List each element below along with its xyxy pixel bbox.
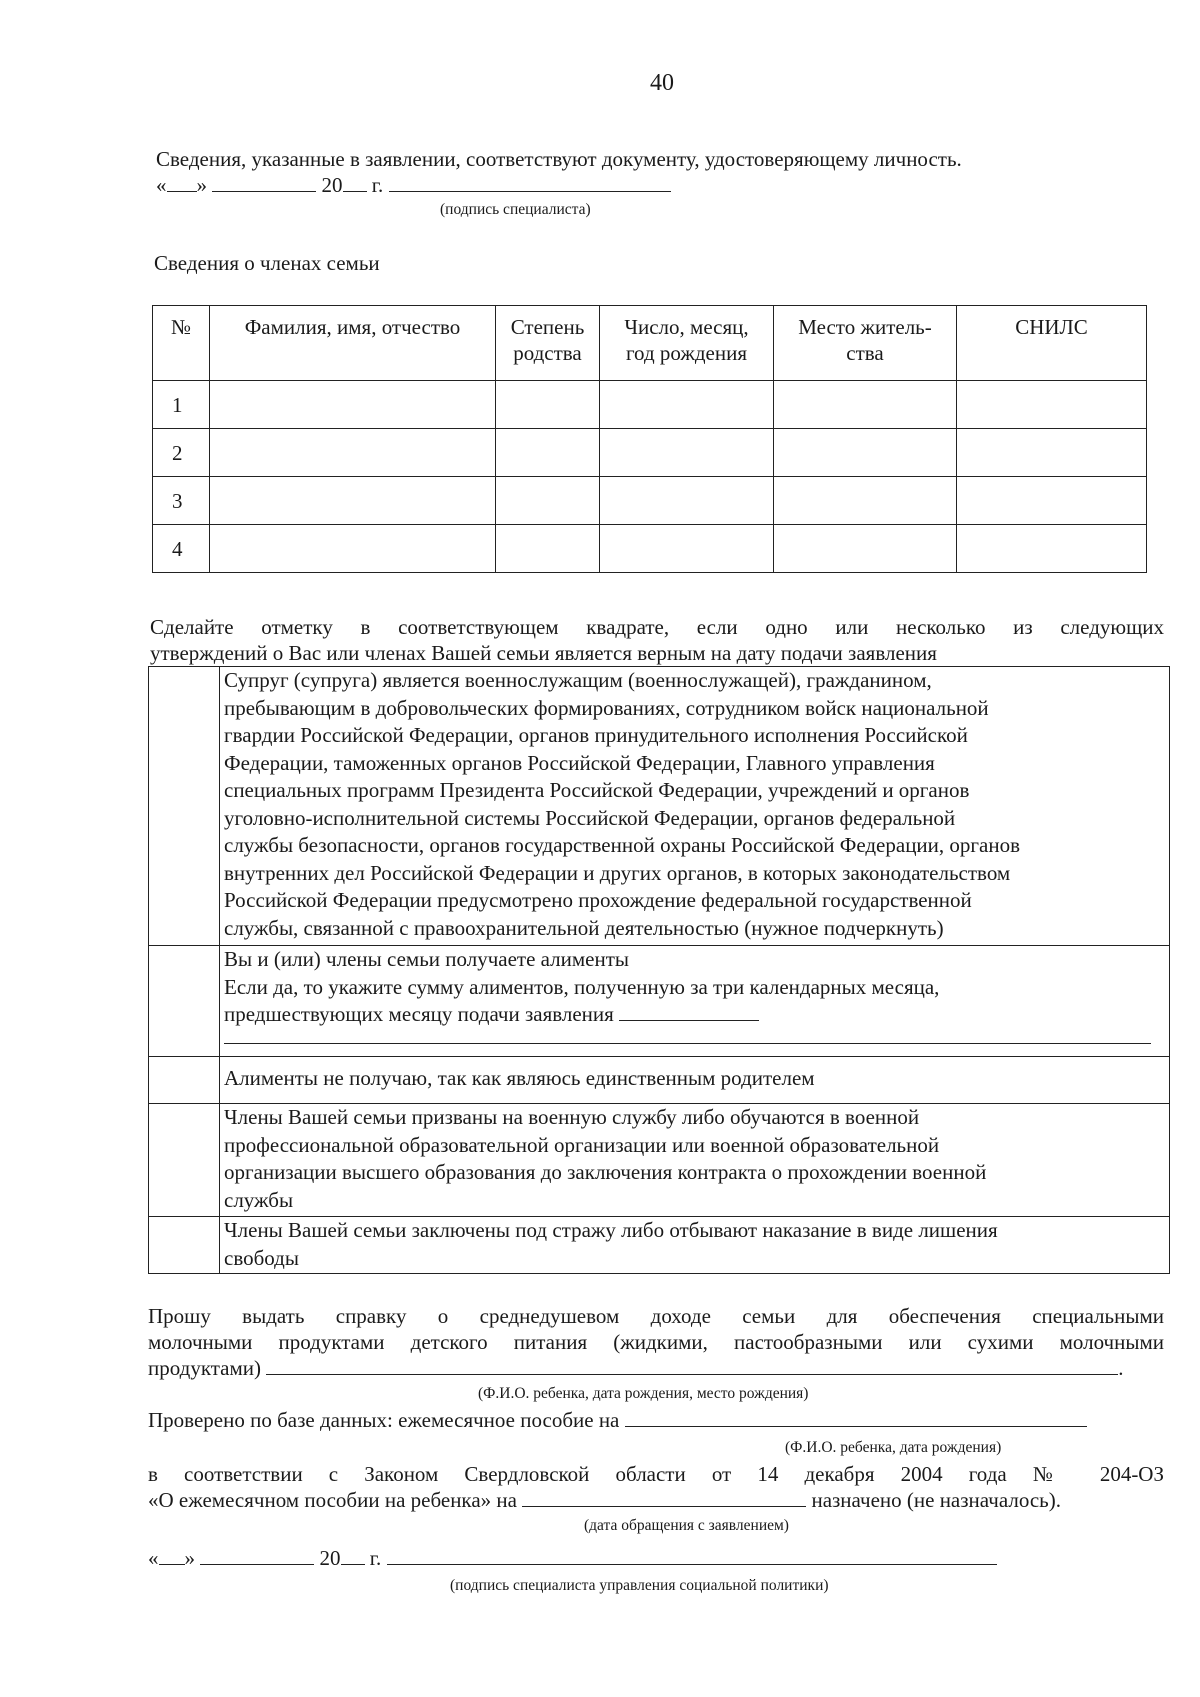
law-suffix: назначено (не назначалось). <box>811 1488 1061 1512</box>
table-row <box>153 381 1147 429</box>
year-prefix: 20 <box>319 1546 341 1570</box>
day-blank[interactable] <box>159 1546 185 1565</box>
statement-line: гвардии Российской Федерации, органов принудительного исполнения Российской <box>224 723 968 747</box>
row-number: 2 <box>153 429 210 477</box>
residence-cell[interactable] <box>774 381 957 429</box>
request-line3-end: . <box>1118 1356 1124 1380</box>
date-open-quote: « <box>148 1546 159 1570</box>
statement-text <box>220 667 1170 946</box>
birthdate-cell[interactable] <box>600 477 774 525</box>
statement-line: специальных программ Президента Российской Федерации, учреждений и органов <box>224 778 970 802</box>
statement-text <box>220 1217 1170 1274</box>
statement-row-spouse <box>149 667 1170 946</box>
col-name-header: Фамилия, имя, отчество <box>210 306 496 381</box>
social-policy-signature-blank[interactable] <box>387 1546 997 1565</box>
statement-line: Члены Вашей семьи заключены под стражу либо отбывают наказание в виде лишения <box>224 1218 998 1242</box>
statement-checkbox[interactable] <box>149 667 220 946</box>
day-blank <box>167 173 197 192</box>
col-birthdate-header <box>600 306 774 381</box>
relation-cell[interactable] <box>496 477 600 525</box>
statement-line: службы безопасности, органов государственной охраны Российской Федерации, органов <box>224 833 1020 857</box>
residence-header-line1: Место житель- <box>798 315 932 339</box>
family-table-header <box>153 306 1147 381</box>
statement-line: Если да, то укажите сумму алиментов, полученную за три календарных месяца, <box>224 974 940 999</box>
request-line2: молочными продуктами детского питания (жидкими, пастообразными или сухими молочными <box>148 1330 1164 1354</box>
relation-cell[interactable] <box>496 429 600 477</box>
date-close-quote: » <box>196 173 207 197</box>
statement-row-single-parent <box>149 1057 1170 1104</box>
page-number: 40 <box>650 70 674 96</box>
name-cell[interactable] <box>210 525 496 573</box>
statement-text <box>220 1104 1170 1217</box>
residence-header-line2: ства <box>846 341 884 365</box>
alimony-prompt: предшествующих месяцу подачи заявления <box>224 1002 614 1026</box>
family-section-title: Сведения о членах семьи <box>154 251 380 275</box>
statement-line: пребывающим в добровольческих формированиях, сотрудником войск национальной <box>224 695 989 720</box>
snils-cell[interactable] <box>957 477 1147 525</box>
verification-date-line <box>156 172 671 198</box>
relation-header-line1: Степень <box>510 315 585 339</box>
statement-line: службы, связанной с правоохранительной деятельностью (нужное подчеркнуть) <box>224 915 944 940</box>
relation-header-line2: родства <box>513 341 582 365</box>
statement-line: Российской Федерации предусмотрено прохождение федеральной государственной <box>224 888 972 912</box>
name-cell[interactable] <box>210 429 496 477</box>
statement-checkbox[interactable] <box>149 1217 220 1274</box>
birthdate-header-line2: год рождения <box>625 341 748 365</box>
final-signature-line <box>148 1545 997 1571</box>
statement-line: профессиональной образовательной организации или военной образовательной <box>224 1132 940 1157</box>
final-signature-caption: (подпись специалиста управления социальной политики) <box>450 1577 829 1594</box>
application-date-blank[interactable] <box>522 1488 806 1507</box>
statement-line <box>224 1001 1165 1029</box>
name-cell[interactable] <box>210 381 496 429</box>
child-info-caption: (Ф.И.О. ребенка, дата рождения, место рождения) <box>478 1385 809 1402</box>
col-number-header: № <box>153 306 210 381</box>
specialist-signature-blank <box>389 173 671 192</box>
checked-child-blank[interactable] <box>625 1408 1087 1427</box>
row-number: 4 <box>153 525 210 573</box>
residence-cell[interactable] <box>774 429 957 477</box>
statements-table <box>148 666 1170 1274</box>
checked-prefix: Проверено по базе данных: ежемесячное пособие на <box>148 1408 620 1432</box>
birthdate-cell[interactable] <box>600 525 774 573</box>
snils-cell[interactable] <box>957 429 1147 477</box>
row-number: 1 <box>153 381 210 429</box>
statement-line: Федерации, таможенных органов Российской Федерации, Главного управления <box>224 750 935 775</box>
name-cell[interactable] <box>210 477 496 525</box>
relation-cell[interactable] <box>496 381 600 429</box>
alimony-amount-blank[interactable] <box>619 1002 759 1021</box>
col-residence-header <box>774 306 957 381</box>
table-row <box>153 477 1147 525</box>
verification-statement: Сведения, указанные в заявлении, соответствуют документу, удостоверяющему личность. <box>156 147 962 171</box>
statements-intro-line2: утверждений о Вас или членах Вашей семьи является верным на дату подачи заявления <box>150 641 937 665</box>
law-date-line <box>148 1487 1061 1513</box>
statement-line: Члены Вашей семьи призваны на военную службу либо обучаются в военной <box>224 1105 920 1129</box>
year-suffix: г. <box>369 1546 382 1570</box>
month-blank[interactable] <box>200 1546 314 1565</box>
family-members-table <box>152 305 1147 573</box>
law-prefix: «О ежемесячном пособии на ребенка» на <box>148 1488 517 1512</box>
row-number: 3 <box>153 477 210 525</box>
col-relation-header <box>496 306 600 381</box>
statement-checkbox[interactable] <box>149 1057 220 1104</box>
statement-line: организации высшего образования до заключения контракта о прохождении военной <box>224 1160 987 1184</box>
statement-text <box>220 946 1170 1057</box>
birthdate-cell[interactable] <box>600 381 774 429</box>
law-line: в соответствии с Законом Свердловской области от 14 декабря 2004 года № 204-ОЗ <box>148 1462 1164 1486</box>
table-row <box>153 429 1147 477</box>
statement-row-military-service <box>149 1104 1170 1217</box>
child-info-blank[interactable] <box>266 1356 1118 1375</box>
request-line3 <box>148 1355 1124 1381</box>
table-row <box>153 525 1147 573</box>
checked-line <box>148 1407 1087 1433</box>
statement-line: Вы и (или) члены семьи получаете алименты <box>224 947 630 971</box>
col-snils-header: СНИЛС <box>957 306 1147 381</box>
year-suffix: г. <box>371 173 384 197</box>
request-line1: Прошу выдать справку о среднедушевом доходе семьи для обеспечения специальными <box>148 1304 1164 1328</box>
snils-cell[interactable] <box>957 381 1147 429</box>
birthdate-cell[interactable] <box>600 429 774 477</box>
statement-line: Супруг (супруга) является военнослужащим (военнослужащей), гражданином, <box>224 668 932 692</box>
statement-line: Алименты не получаю, так как являюсь единственным родителем <box>224 1066 815 1090</box>
request-line3-prefix: продуктами) <box>148 1356 262 1380</box>
statement-line: уголовно-исполнительной системы Российской Федерации, органов федеральной <box>224 805 956 830</box>
statement-line: внутренних дел Российской Федерации и других органов, в которых законодательством <box>224 860 1011 885</box>
statement-checkbox[interactable] <box>149 1104 220 1217</box>
date-open-quote: « <box>156 173 167 197</box>
date-close-quote: » <box>184 1546 195 1570</box>
residence-cell[interactable] <box>774 477 957 525</box>
month-blank <box>212 173 316 192</box>
statements-intro-line1: Сделайте отметку в соответствующем квадрате, если одно или несколько из следующих <box>150 615 1164 639</box>
residence-cell[interactable] <box>774 525 957 573</box>
alimony-extra-line[interactable] <box>224 1029 1151 1044</box>
signature-caption: (подпись специалиста) <box>440 201 591 218</box>
statement-line: свободы <box>224 1245 299 1270</box>
snils-cell[interactable] <box>957 525 1147 573</box>
statement-line: службы <box>224 1187 294 1212</box>
relation-cell[interactable] <box>496 525 600 573</box>
law-caption: (дата обращения с заявлением) <box>584 1517 789 1534</box>
statement-row-alimony <box>149 946 1170 1057</box>
birthdate-header-line1: Число, месяц, <box>624 315 749 339</box>
statement-checkbox[interactable] <box>149 946 220 1057</box>
statement-text <box>220 1057 1170 1104</box>
year-blank[interactable] <box>341 1546 365 1565</box>
year-prefix: 20 <box>321 173 343 197</box>
year-blank <box>343 173 367 192</box>
statement-row-custody <box>149 1217 1170 1274</box>
checked-caption: (Ф.И.О. ребенка, дата рождения) <box>785 1439 1002 1456</box>
